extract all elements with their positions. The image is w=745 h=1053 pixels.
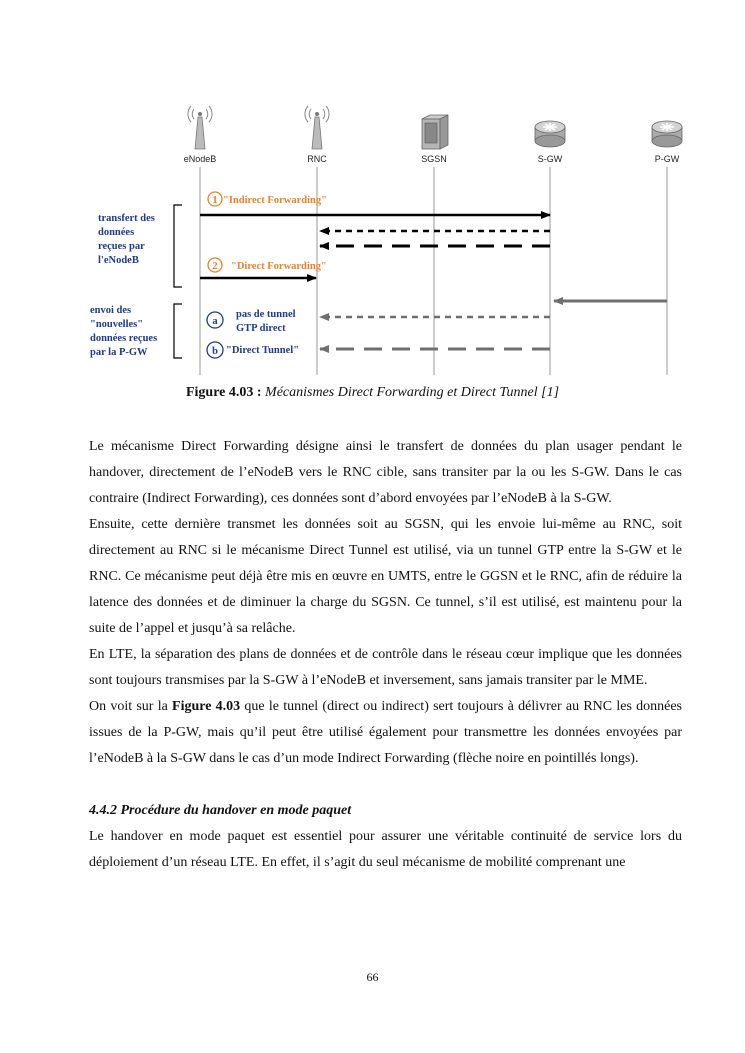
node-label-rnc: RNC	[307, 154, 327, 164]
antenna-icon	[188, 106, 212, 149]
node-label-pgw: P-GW	[654, 154, 680, 164]
marker-b-letter: b	[212, 346, 218, 357]
brace-bottom	[174, 304, 182, 358]
router-icon	[652, 121, 682, 147]
paragraph: Ensuite, cette dernière transmet les données soit au SGSN, qui les envoie lui-même au RNC, soit directement au RNC si le mécanisme Direct Tunnel est utilisé, via un tunnel GTP entre la S-GW et le RNC. Ce mécanisme peut déjà être mis en œuvre en UMTS, entre le GGSN et le RNC, afin de réduire la latence des données et de diminuer la charge du SGSN. Ce tunnel, s’il est utilisé, est maintenu pour la suite de l’appel et jusqu’à sa relâche.	[89, 517, 682, 636]
brace-top-label: transfert des données reçues par l'eNodeB	[98, 213, 155, 266]
node-label-sgw: S-GW	[537, 154, 563, 164]
paragraph-text: que le tunnel (direct ou indirect) sert toujours à délivrer au RNC les données issues de la P-GW, mais qu’il peut être utilisé également pour transmettre les données envoyées par l’eNodeB à la S-GW dans le cas d’un mode Indirect Forwarding (flèche noire en pointillés longs).	[89, 699, 682, 766]
page-number: 66	[366, 970, 379, 984]
antenna-icon	[305, 106, 329, 149]
marker-2-number: 2	[212, 261, 218, 272]
body-text	[89, 434, 682, 876]
brace-bottom-label: envoi des "nouvelles" données reçues par la P-GW	[90, 305, 158, 358]
marker-a-letter: a	[212, 316, 218, 327]
paragraph: Le handover en mode paquet est essentiel pour assurer une véritable continuité de service lors du déploiement d’un réseau LTE. En effet, il s’agit du seul mécanisme de mobilité comprenant une	[89, 829, 682, 870]
router-icon	[535, 121, 565, 147]
paragraph: En LTE, la séparation des plans de données et de contrôle dans le réseau cœur implique que les données sont toujours transmises par la S-GW à l’eNodeB et inversement, sans jamais transiter par le MME.	[89, 647, 682, 688]
paragraph-figure-reference	[89, 694, 682, 772]
figure-caption-title: Mécanismes Direct Forwarding et Direct Tunnel [1]	[265, 385, 560, 400]
figure-reference: Figure 4.03	[172, 699, 241, 714]
marker-1-number: 1	[212, 195, 218, 206]
node-label-enodeb: eNodeB	[183, 154, 217, 164]
brace-top	[174, 205, 182, 287]
paragraph-text: On voit sur la	[89, 699, 173, 714]
figure-caption	[0, 385, 745, 401]
marker-a-label: pas de tunnel GTP direct	[236, 309, 296, 334]
direct-forwarding-diagram	[84, 105, 684, 380]
marker-1-label: "Indirect Forwarding"	[223, 195, 327, 206]
section-heading: 4.4.2 Procédure du handover en mode paquet	[89, 803, 352, 818]
marker-b-label: "Direct Tunnel"	[226, 345, 300, 356]
marker-2-label: "Direct Forwarding"	[231, 261, 327, 272]
node-label-sgsn: SGSN	[421, 154, 447, 164]
figure-caption-label: Figure 4.03 :	[185, 385, 262, 400]
server-icon	[422, 115, 448, 149]
paragraph: Le mécanisme Direct Forwarding désigne ainsi le transfert de données du plan usager pendant le handover, directement de l’eNodeB vers le RNC cible, sans transiter par la ou les S-GW. Dans le cas contraire (Indirect Forwarding), ces données sont d’abord envoyées par l’eNodeB à la S-GW.	[89, 439, 682, 506]
